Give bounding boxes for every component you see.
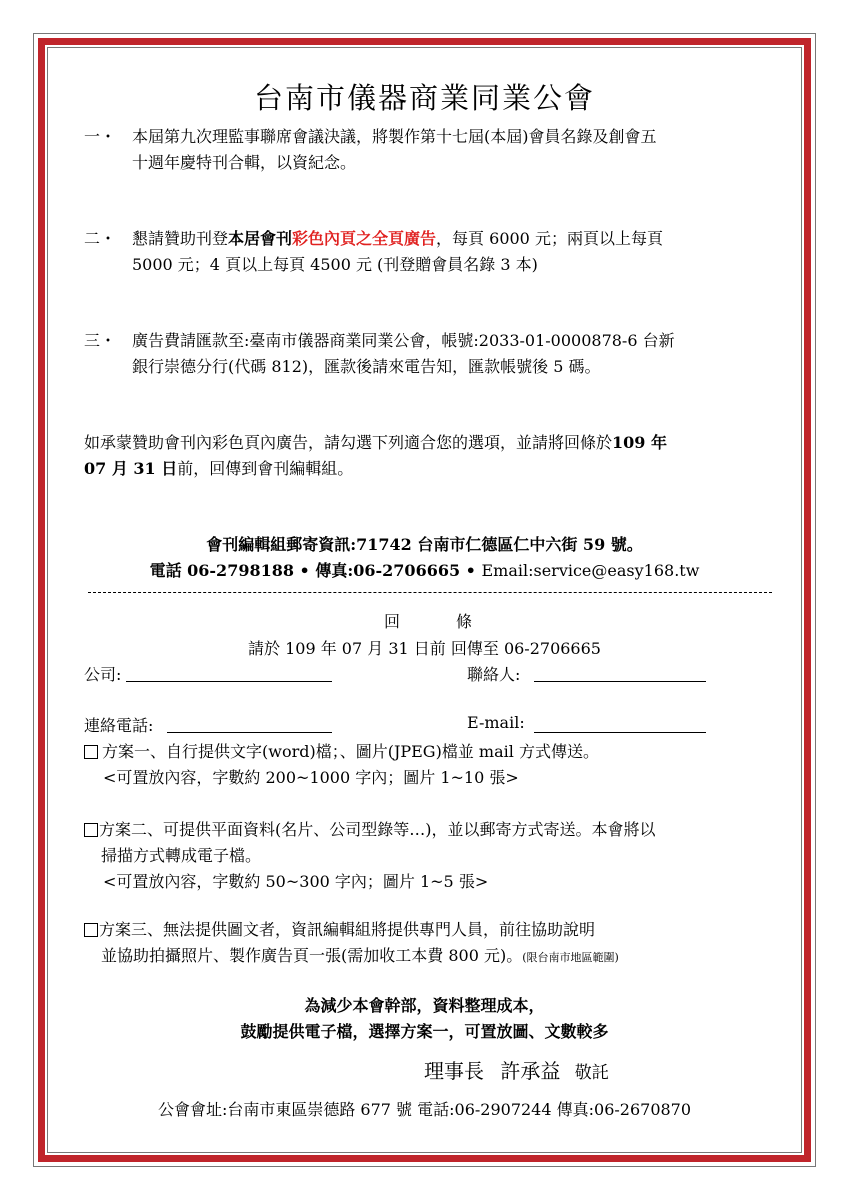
email-label: E-mail: — [467, 713, 525, 732]
option-1 — [84, 739, 599, 762]
signature-closing: 敬託 — [574, 1063, 609, 1083]
option-2-line2: 掃描方式轉成電子檔。 — [101, 846, 262, 865]
item-2-bold-text: 本居會刊 — [228, 229, 293, 248]
reply-deadline: 請於 109 年 07 月 31 日前 回傳至 06-2706665 — [248, 639, 601, 658]
option-2 — [84, 817, 656, 840]
option-3-line1: 方案三、無法提供圖文者，資訊編輯組將提供專門人員，前往協助說明 — [99, 920, 596, 939]
encourage-line1: 為減少本會幹部，資料整理成本， — [304, 996, 545, 1015]
option-2-line1: 方案二、可提供平面資料(名片、公司型錄等…)，並以郵寄方式寄送。本會將以 — [99, 820, 656, 839]
option-3-line2: 並協助拍攝照片、製作廣告頁一張(需加收工本費 800 元)。 — [101, 946, 523, 965]
option-3-note: (限台南市地區範圍) — [522, 951, 619, 964]
option-1-line1: 方案一、自行提供文字(word)檔；、圖片(JPEG)檔並 mail 方式傳送。 — [102, 742, 599, 761]
intro-date: 07 月 31 日 — [84, 459, 178, 478]
encourage-line2: 鼓勵提供電子檔，選擇方案一，可置放圖、文數較多 — [240, 1022, 609, 1041]
phone-field[interactable] — [167, 732, 332, 733]
item-1-line2: 十週年慶特刊合輯，以資紀念。 — [132, 153, 357, 172]
option-1-line2: <可置放內容，字數約 200~1000 字內；圖片 1~10 張> — [103, 768, 519, 787]
signature-title: 理事長 — [424, 1059, 484, 1083]
intro-year: 109 年 — [612, 433, 667, 452]
option-2-line3: <可置放內容，字數約 50~300 字內；圖片 1~5 張> — [103, 872, 489, 891]
item-2-number: 二・ — [84, 229, 117, 248]
contact-email: Email:service@easy168.tw — [481, 561, 700, 580]
option-3 — [84, 917, 595, 940]
cut-line — [88, 592, 772, 593]
contact-phone-line — [0, 558, 849, 581]
signature — [424, 1055, 609, 1084]
item-1-line1: 本屆第九次理監事聯席會議決議，將製作第十七屆(本屆)會員名錄及創會五 — [132, 127, 657, 146]
signature-name: 許承益 — [500, 1059, 561, 1083]
item-3-line2: 銀行崇德分行(代碼 812)，匯款後請來電告知，匯款帳號後 5 碼。 — [132, 357, 601, 376]
phone-label: 連絡電話: — [84, 716, 154, 735]
intro-line1 — [84, 430, 667, 453]
contact-person-label: 聯絡人: — [467, 665, 521, 684]
footer-address: 公會會址:台南市東區崇德路 677 號 電話:06-2907244 傳真:06-2670870 — [157, 1100, 692, 1119]
item-1-number: 一・ — [84, 127, 117, 146]
item-3-line1: 廣告費請匯款至:臺南市儀器商業同業公會，帳號:2033-01-0000878-6 台新 — [132, 331, 675, 350]
company-label: 公司: — [84, 665, 122, 684]
reply-title-a: 回 — [384, 612, 401, 631]
intro-line2 — [84, 456, 353, 479]
contact-address: 會刊編輯組郵寄資訊:71742 台南市仁德區仁中六街 59 號。 — [206, 535, 643, 554]
page-inner-border — [47, 47, 802, 1153]
email-field[interactable] — [534, 732, 706, 733]
item-2-text-a: 懇請贊助刊登 — [132, 229, 229, 248]
reply-title-b: 條 — [456, 612, 473, 631]
item-2-line1 — [132, 226, 663, 249]
item-2-highlight-text: 彩色內頁之全頁廣告 — [292, 229, 437, 248]
option-1-checkbox[interactable] — [84, 745, 98, 759]
intro-text-b: 前，回傳到會刊編輯組。 — [177, 459, 354, 478]
option-3-checkbox[interactable] — [84, 923, 98, 937]
item-2-text-b: ，每頁 6000 元；兩頁以上每頁 — [436, 229, 663, 248]
item-3-number: 三・ — [84, 331, 117, 350]
option-2-checkbox[interactable] — [84, 823, 98, 837]
company-field[interactable] — [126, 681, 332, 682]
item-2-line2: 5000 元；4 頁以上每頁 4500 元 (刊登贈會員名錄 3 本) — [132, 255, 538, 274]
document-title: 台南市儀器商業同業公會 — [253, 81, 595, 115]
contact-phone-fax: 電話 06-2798188 • 傳真:06-2706665 • — [149, 561, 482, 580]
option-3-line2-wrap — [101, 943, 619, 966]
contact-person-field[interactable] — [534, 681, 706, 682]
intro-text-a: 如承蒙贊助會刊內彩色頁內廣告，請勾選下列適合您的選項，並請將回條於 — [84, 433, 613, 452]
